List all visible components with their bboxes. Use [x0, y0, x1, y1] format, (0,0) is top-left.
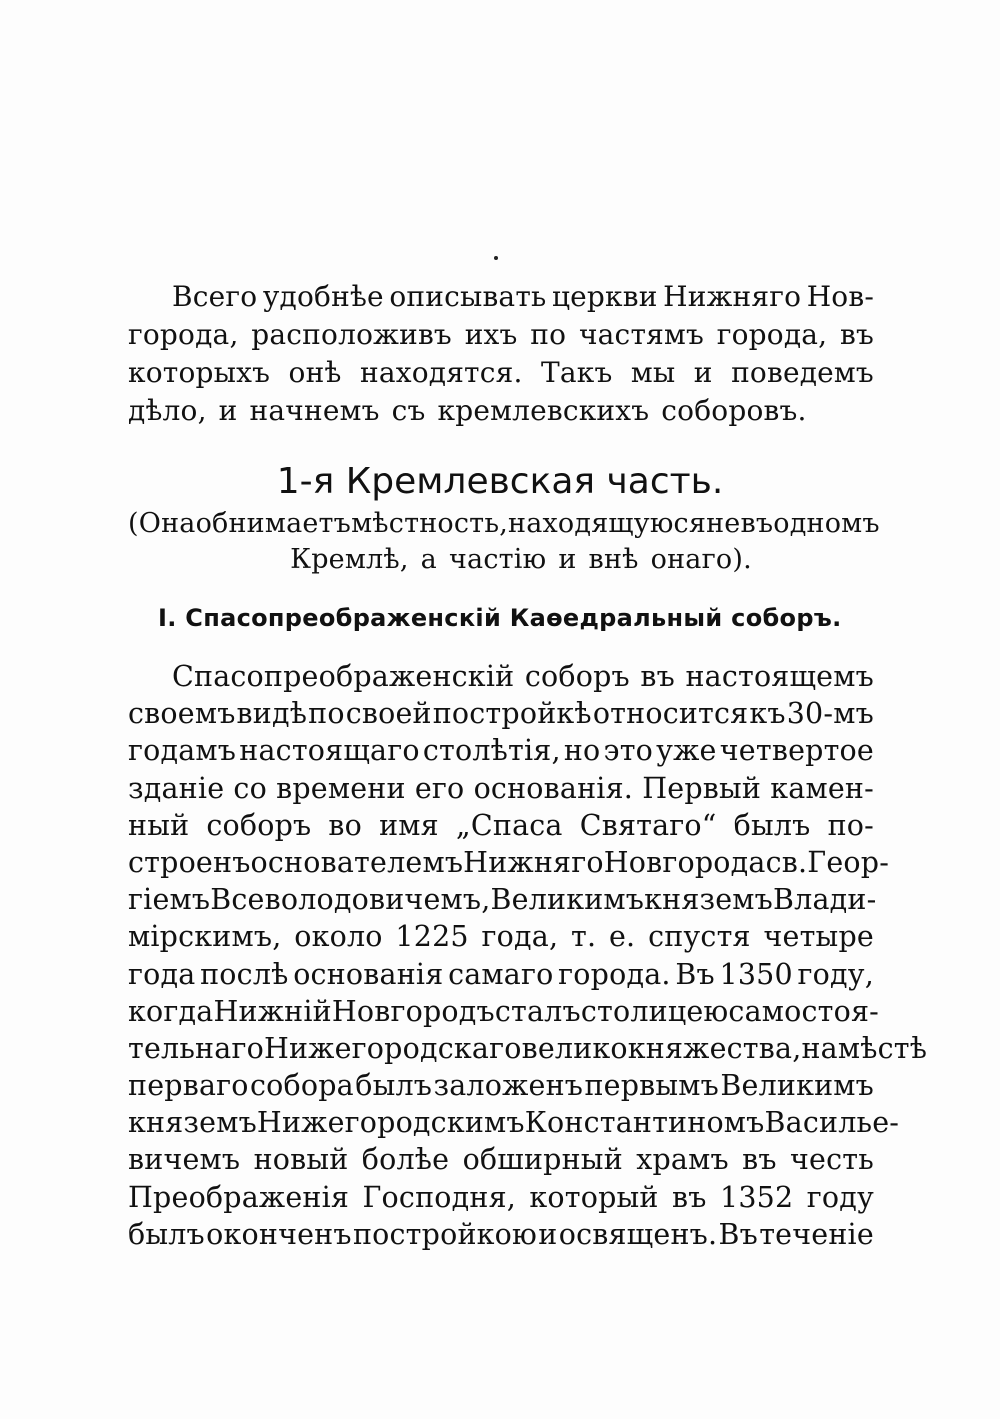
body-line: перваго собора былъ заложенъ первымъ Великимъ [128, 1069, 874, 1103]
intro-line: которыхъ онѣ находятся. Такъ мы и поведемъ [128, 356, 874, 389]
body-line: строенъ основателемъ Нижняго Новгорода св. Геор- [128, 845, 890, 879]
body-paragraph [128, 658, 928, 1253]
body-line: княземъ Нижегородскимъ Константиномъ Василье- [128, 1106, 900, 1140]
part-description-line: Кремлѣ, а частію и внѣ онаго). [290, 544, 752, 575]
intro-paragraph [128, 278, 874, 430]
body-line: вичемъ новый болѣе обширный храмъ въ честь [128, 1143, 874, 1177]
part-title: 1-я Кремлевская часть. [276, 461, 724, 502]
body-line: ный соборъ во имя „Спаса Святаго“ былъ по- [128, 808, 874, 842]
body-line: зданіе со времени его основанія. Первый камен- [128, 771, 874, 805]
ink-dot [494, 256, 498, 260]
body-line: Преображенія Господня, который въ 1352 году [128, 1180, 874, 1214]
section-heading: I. Спасопреображенскій Каѳедральный соборъ. [158, 604, 842, 632]
body-line: тельнаго Нижегородскаго великокняжества, на мѣстѣ [128, 1031, 928, 1065]
part-description [128, 506, 880, 578]
body-line: мірскимъ, около 1225 года, т. е. спустя четыре [128, 920, 874, 954]
body-line: своемъ видѣ по своей постройкѣ относится къ 30-мъ [128, 697, 874, 731]
body-line: гіемъ Всеволодовичемъ, Великимъ княземъ Влади- [128, 883, 877, 917]
intro-line: дѣло, и начнемъ съ кремлевскихъ соборовъ. [128, 394, 807, 427]
body-line: Спасопреображенскій соборъ въ настоящемъ [172, 660, 874, 693]
body-line: когда Нижній Новгородъ сталъ столицею самостоя- [128, 994, 879, 1028]
intro-line: Всего удобнѣе описывать церкви Нижняго Нов- [172, 280, 874, 313]
body-line: года послѣ основанія самаго города. Въ 1350 году, [128, 957, 874, 991]
body-line: годамъ настоящаго столѣтія, но это уже четвертое [128, 734, 874, 768]
body-line: былъ оконченъ постройкою и освященъ. Въ теченіе [128, 1217, 874, 1251]
intro-line: города, расположивъ ихъ по частямъ города, въ [128, 318, 874, 351]
part-description-line: (Она обнимаетъ мѣстность, находящуюся не въ одномъ [128, 508, 880, 539]
